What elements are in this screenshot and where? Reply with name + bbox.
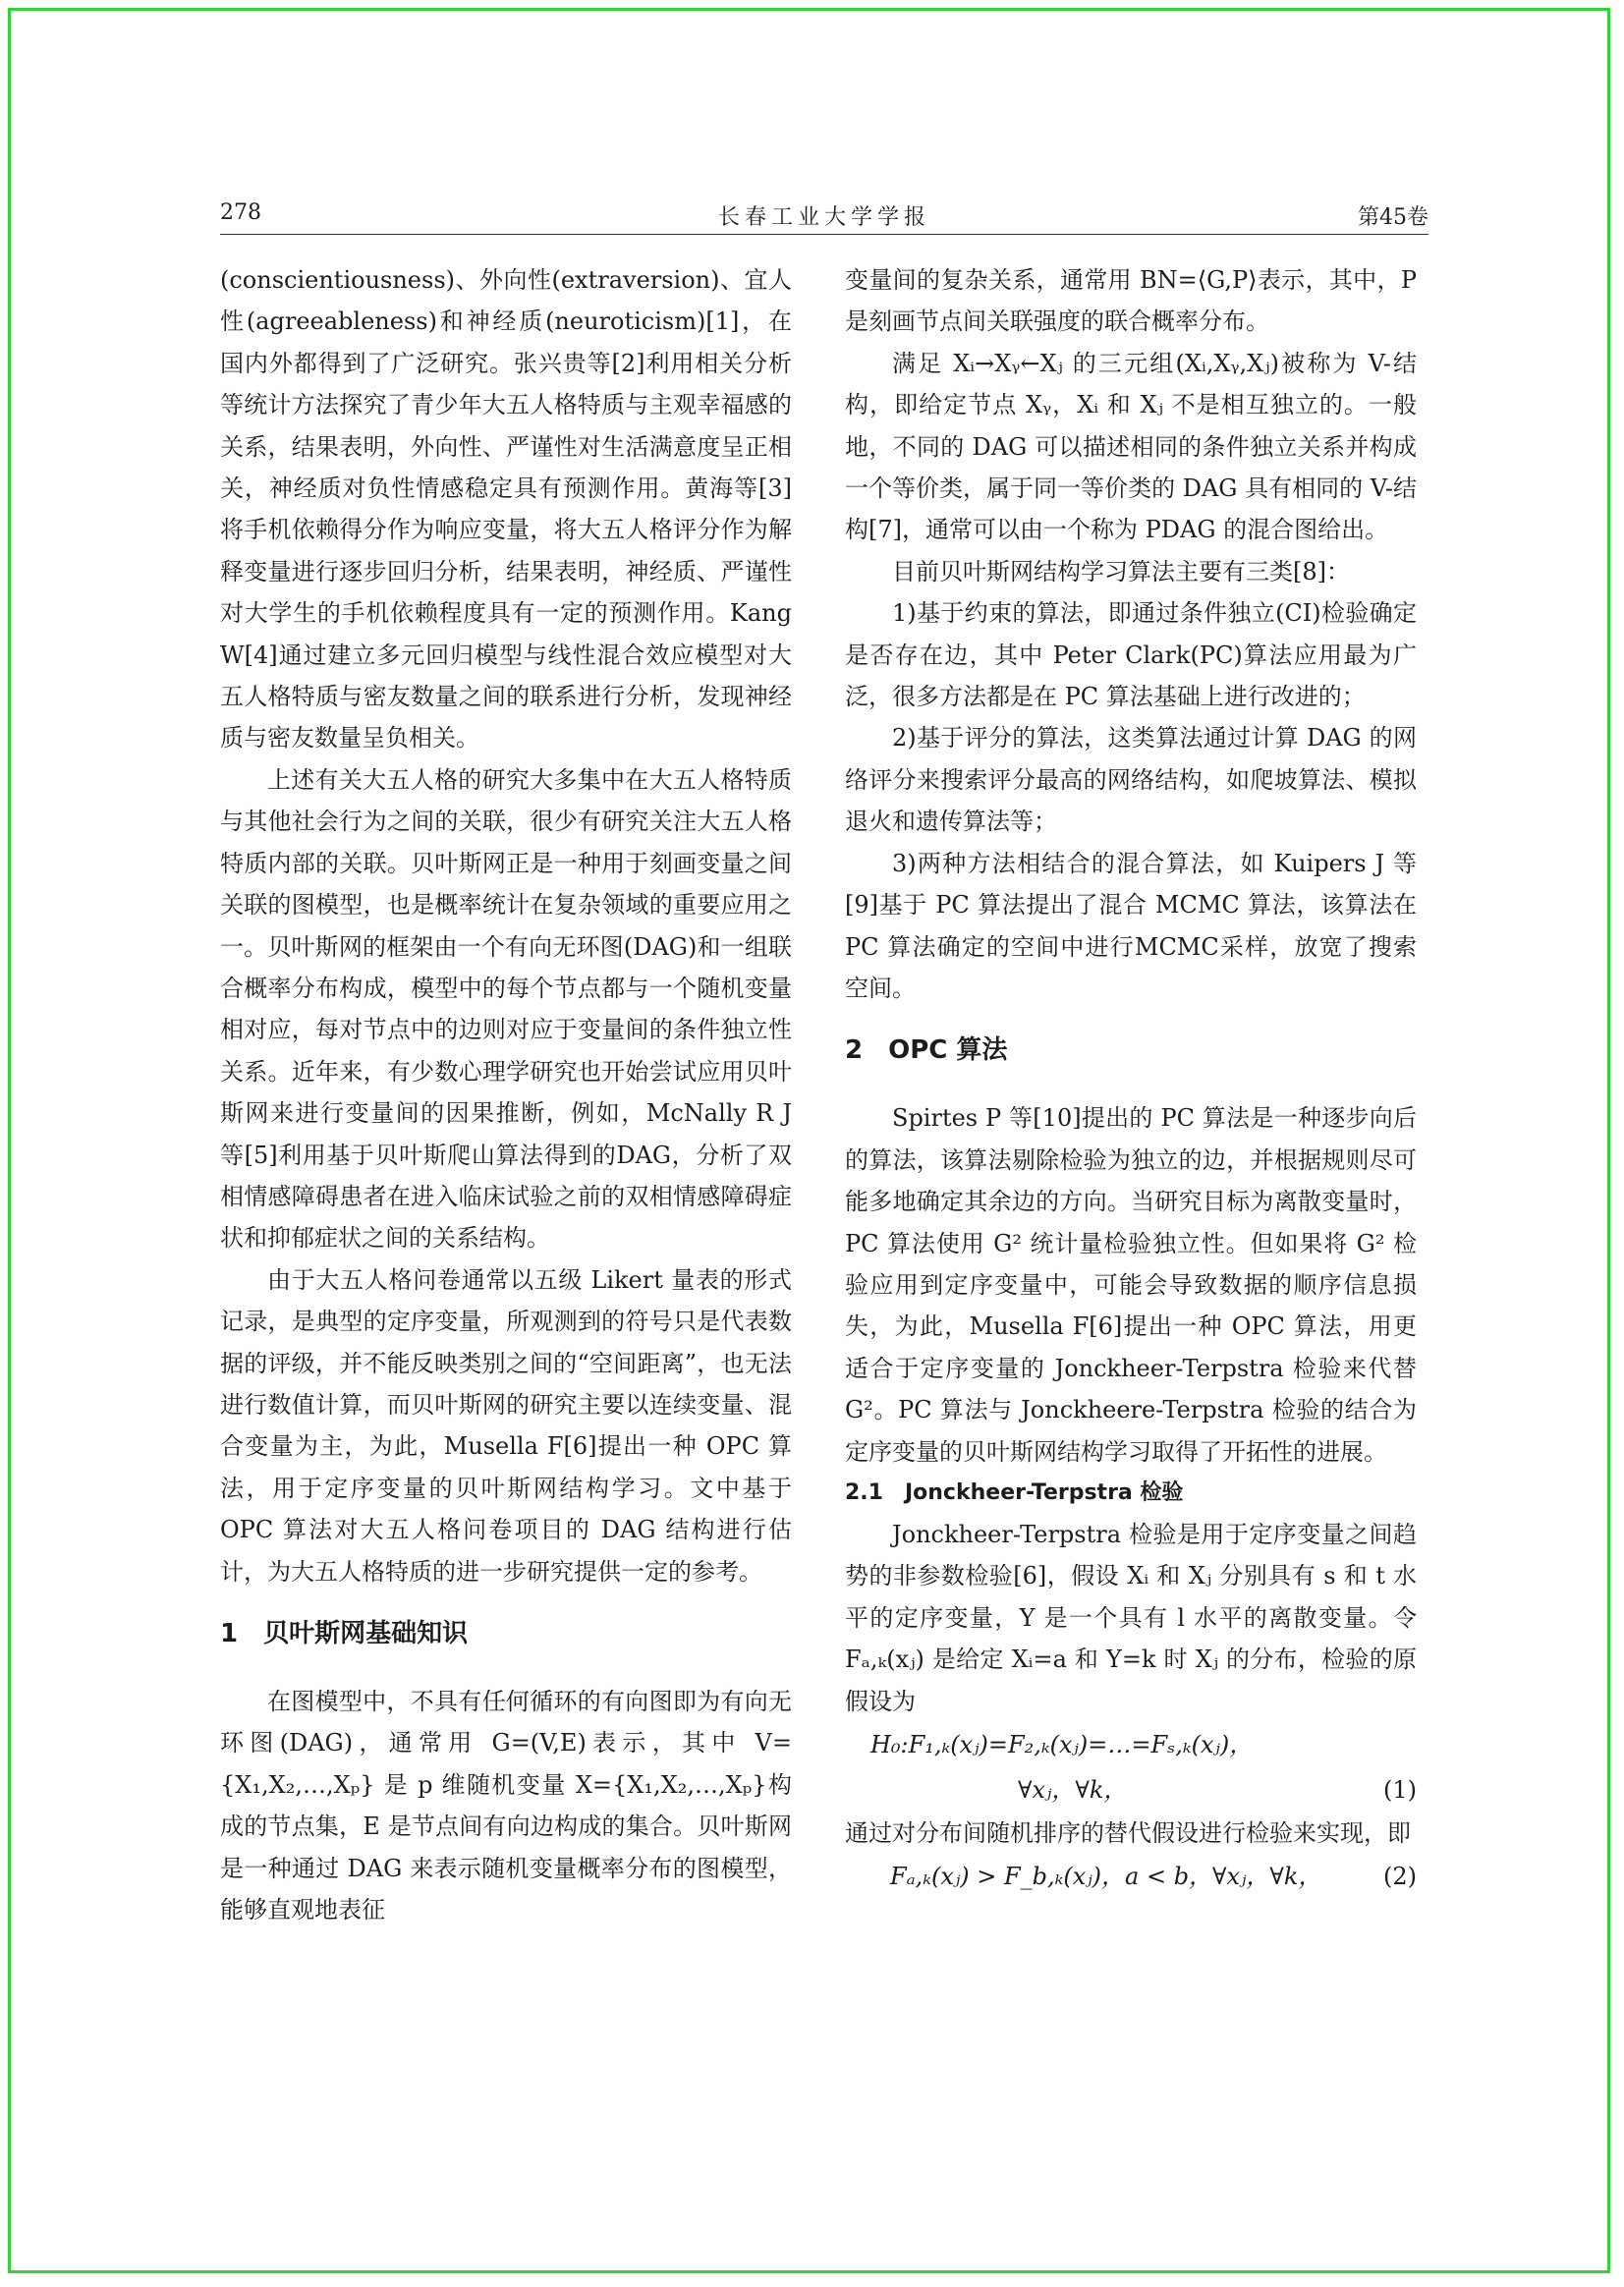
right-column (845, 259, 1417, 1899)
journal-title: 长春工业大学学报 (717, 205, 930, 230)
equation-1-line-1: H₀:F₁,ₖ(xⱼ)=F₂,ₖ(xⱼ)=…=Fₛ,ₖ(xⱼ)， (870, 1731, 1254, 1758)
equation-number: (2) (1383, 1863, 1417, 1891)
paragraph: 1)基于约束的算法，即通过条件独立(CI)检验确定是否存在边，其中 Peter Clark(PC)算法应用最为广泛，很多方法都是在 PC 算法基础上进行改进的； (845, 599, 1417, 711)
paragraph: 在图模型中，不具有任何循环的有向图即为有向无环图(DAG)，通常用 G=(V,E)表示，其中 V={X₁,X₂,…,Xₚ} 是 p 维随机变量 X={X₁,X₂,…,Xₚ}构成的节点集，E 是节点间有向边构成的集合。贝叶斯网是一种通过 DAG 来表示随机变量概率分布的图模型，能够直观地表征 (220, 1688, 792, 1924)
paragraph: Spirtes P 等[10]提出的 PC 算法是一种逐步向后的算法，该算法剔除检验为独立的边，并根据规则尽可能多地确定其余边的方向。当研究目标为离散变量时，PC 算法使用 G² 统计量检验独立性。但如果将 G² 检验应用到定序变量中，可能会导致数据的顺序信息损失，为此，Musella F[6]提出一种 OPC 算法，用更适合于定序变量的 Jonckheer-Terpstra 检验来代替 G²。PC 算法与 Jonckheere-Terpstra 检验的结合为定序变量的贝叶斯网结构学习取得了开拓性的进展。 (845, 1104, 1417, 1466)
header-rule (220, 234, 1428, 235)
equation-1-line-2 (845, 1767, 1417, 1813)
paragraph: Jonckheer-Terpstra 检验是用于定序变量之间趋势的非参数检验[6]，假设 Xᵢ 和 Xⱼ 分别具有 s 和 t 水平的定序变量，Y 是一个具有 l 水平的离散变量。令 Fₐ,ₖ(xⱼ) 是给定 Xᵢ=a 和 Y=k 时 Xⱼ 的分布，检验的原假设为 (845, 1520, 1417, 1715)
subsection-heading: 2.1 Jonckheer-Terpstra 检验 (845, 1479, 1184, 1505)
left-column (220, 259, 792, 1930)
equation-2 (845, 1854, 1417, 1899)
section-heading-2: 2 OPC 算法 (845, 1035, 1008, 1066)
equation-1-body: ∀xⱼ，∀k， (1018, 1776, 1128, 1804)
paragraph: 变量间的复杂关系，通常用 BN=⟨G,P⟩表示，其中，P 是刻画节点间关联强度的联合概率分布。 (845, 266, 1417, 336)
paragraph: 上述有关大五人格的研究大多集中在大五人格特质与其他社会行为之间的关联，很少有研究关注大五人格特质内部的关联。贝叶斯网正是一种用于刻画变量之间关联的图模型，也是概率统计在复杂领域的重要应用之一。贝叶斯网的框架由一个有向无环图(DAG)和一组联合概率分布构成，模型中的每个节点都与一个随机变量相对应，每对节点中的边则对应于变量间的条件独立性关系。近年来，有少数心理学研究也开始尝试应用贝叶斯网来进行变量间的因果推断，例如，McNally R J 等[5]利用基于贝叶斯爬山算法得到的DAG，分析了双相情感障碍患者在进入临床试验之前的双相情感障碍症状和抑郁症状之间的关系结构。 (220, 765, 792, 1253)
paragraph: 目前贝叶斯网结构学习算法主要有三类[8]： (892, 557, 1350, 586)
section-heading-1: 1 贝叶斯网基础知识 (220, 1619, 469, 1648)
paragraph: 满足 Xᵢ→Xᵧ←Xⱼ 的三元组(Xᵢ,Xᵧ,Xⱼ)被称为 V-结构，即给定节点 Xᵧ，Xᵢ 和 Xⱼ 不是相互独立的。一般地，不同的 DAG 可以描述相同的条件独立关系并构成一个等价类，属于同一等价类的 DAG 具有相同的 V-结构[7]，通常可以由一个称为 PDAG 的混合图给出。 (845, 349, 1417, 544)
paragraph: 2)基于评分的算法，这类算法通过计算 DAG 的网络评分来搜索评分最高的网络结构，如爬坡算法、模拟退火和遗传算法等； (845, 724, 1417, 836)
paragraph: 通过对分布间随机排序的替代假设进行检验来实现，即 (845, 1819, 1411, 1847)
volume-label: 第45卷 (1358, 205, 1428, 230)
equation-number: (1) (1383, 1776, 1417, 1804)
equation-2-body: Fₐ,ₖ(xⱼ) > F_b,ₖ(xⱼ)，a < b，∀xⱼ，∀k， (890, 1863, 1322, 1891)
page-number: 278 (220, 200, 261, 225)
paragraph: 由于大五人格问卷通常以五级 Likert 量表的形式记录，是典型的定序变量，所观测到的符号只是代表数据的评级，并不能反映类别之间的“空间距离”，也无法进行数值计算，而贝叶斯网的研究主要以连续变量、混合变量为主，为此，Musella F[6]提出一种 OPC 算法，用于定序变量的贝叶斯网结构学习。文中基于 OPC 算法对大五人格问卷项目的 DAG 结构进行估计，为大五人格特质的进一步研究提供一定的参考。 (220, 1265, 792, 1586)
paragraph: (conscientiousness)、外向性(extraversion)、宜人性(agreeableness)和神经质(neuroticism)[1]，在国内外都得到了广泛研究。张兴贵等[2]利用相关分析等统计方法探究了青少年大五人格特质与主观幸福感的关系，结果表明，外向性、严谨性对生活满意度呈正相关，神经质对负性情感稳定具有预测作用。黄海等[3]将手机依赖得分作为响应变量，将大五人格评分作为解释变量进行逐步回归分析，结果表明，神经质、严谨性对大学生的手机依赖程度具有一定的预测作用。Kang W[4]通过建立多元回归模型与线性混合效应模型对大五人格特质与密友数量之间的联系进行分析，发现神经质与密友数量呈负相关。 (220, 266, 792, 753)
paragraph: 3)两种方法相结合的混合算法，如 Kuipers J 等[9]基于 PC 算法提出了混合 MCMC 算法，该算法在 PC 算法确定的空间中进行MCMC采样，放宽了搜索空间。 (845, 849, 1417, 1002)
running-header (220, 196, 1428, 232)
